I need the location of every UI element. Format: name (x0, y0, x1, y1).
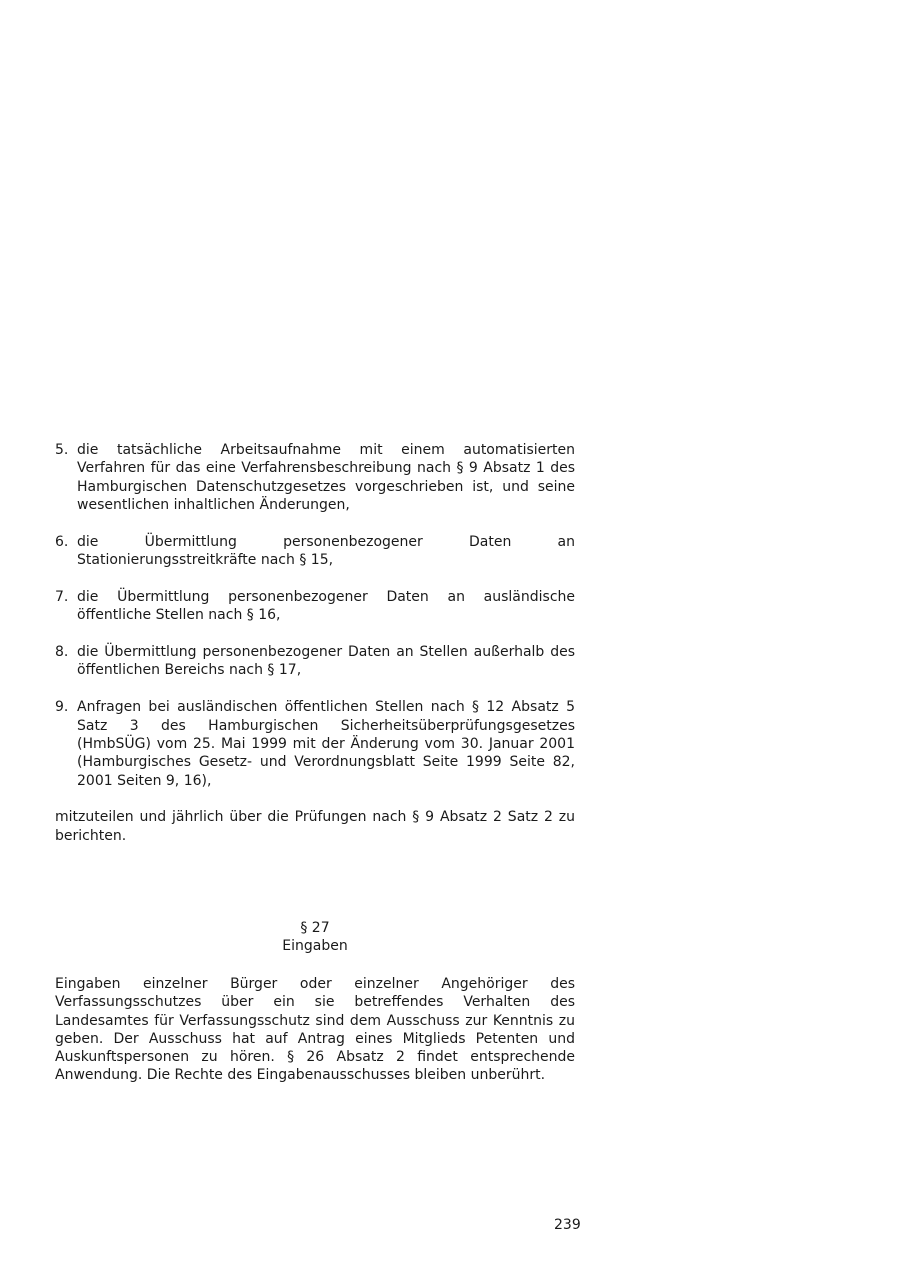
list-item-text: Anfragen bei ausländischen öffentlichen Stellen nach § 12 Absatz 5 Satz 3 des Hamburgischen Sicherheitsüberprüfungsgesetzes (HmbSÜG) vom 25. Mai 1999 mit der Änderung vom 30. Januar 2001 (Hamburgisches Gesetz- und Verordnungsblatt Seite 1999 Seite 82, 2001 Seiten 9, 16), (77, 699, 575, 789)
section-number: § 27 (300, 920, 330, 936)
list-item-7 (55, 588, 575, 625)
closing-paragraph: mitzuteilen und jährlich über die Prüfungen nach § 9 Absatz 2 Satz 2 zu berichten. (55, 809, 575, 844)
list-item-text: die Übermittlung personenbezogener Daten an Stationierungsstreitkräfte nach § 15, (77, 533, 575, 569)
list-item-5 (55, 441, 575, 514)
list-item-8 (55, 643, 575, 680)
list-item-text: die Übermittlung personenbezogener Daten an Stellen außerhalb des öffentlichen Bereichs nach § 17, (77, 644, 575, 679)
list-item-number: 7. (55, 588, 69, 605)
section-body-paragraph: Eingaben einzelner Bürger oder einzelner Angehöriger des Verfassungsschutzes über ein sie betreffendes Verhalten des Landesamtes für Verfassungsschutz sind dem Ausschuss zur Kenntnis zu geben. Der Ausschuss hat auf Antrag eines Mitglieds Petenten und Auskunftspersonen zu hören. § 26 Absatz 2 findet entsprechende Anwendung. Die Rechte des Eingabenausschusses bleiben unberührt. (55, 976, 575, 1084)
section-heading (55, 919, 575, 956)
section-title: Eingaben (282, 938, 348, 955)
list-item-number: 8. (55, 644, 69, 661)
list-item-number: 6. (55, 533, 69, 550)
list-item-6 (55, 533, 575, 570)
list-item-number: 9. (55, 699, 69, 716)
page-number: 239 (554, 1217, 581, 1233)
list-item-9 (55, 698, 575, 789)
list-item-text: die Übermittlung personenbezogener Daten an ausländische öffentliche Stellen nach § 16, (77, 588, 575, 624)
list-item-number: 5. (55, 442, 69, 458)
list-item-text: die tatsächliche Arbeitsaufnahme mit einem automatisierten Verfahren für das eine Verfahrensbeschreibung nach § 9 Absatz 1 des Hamburgischen Datenschutzgesetzes vorgeschrieben ist, und seine wesentlichen inhaltlichen Änderungen, (77, 442, 575, 513)
numbered-list (55, 441, 575, 845)
